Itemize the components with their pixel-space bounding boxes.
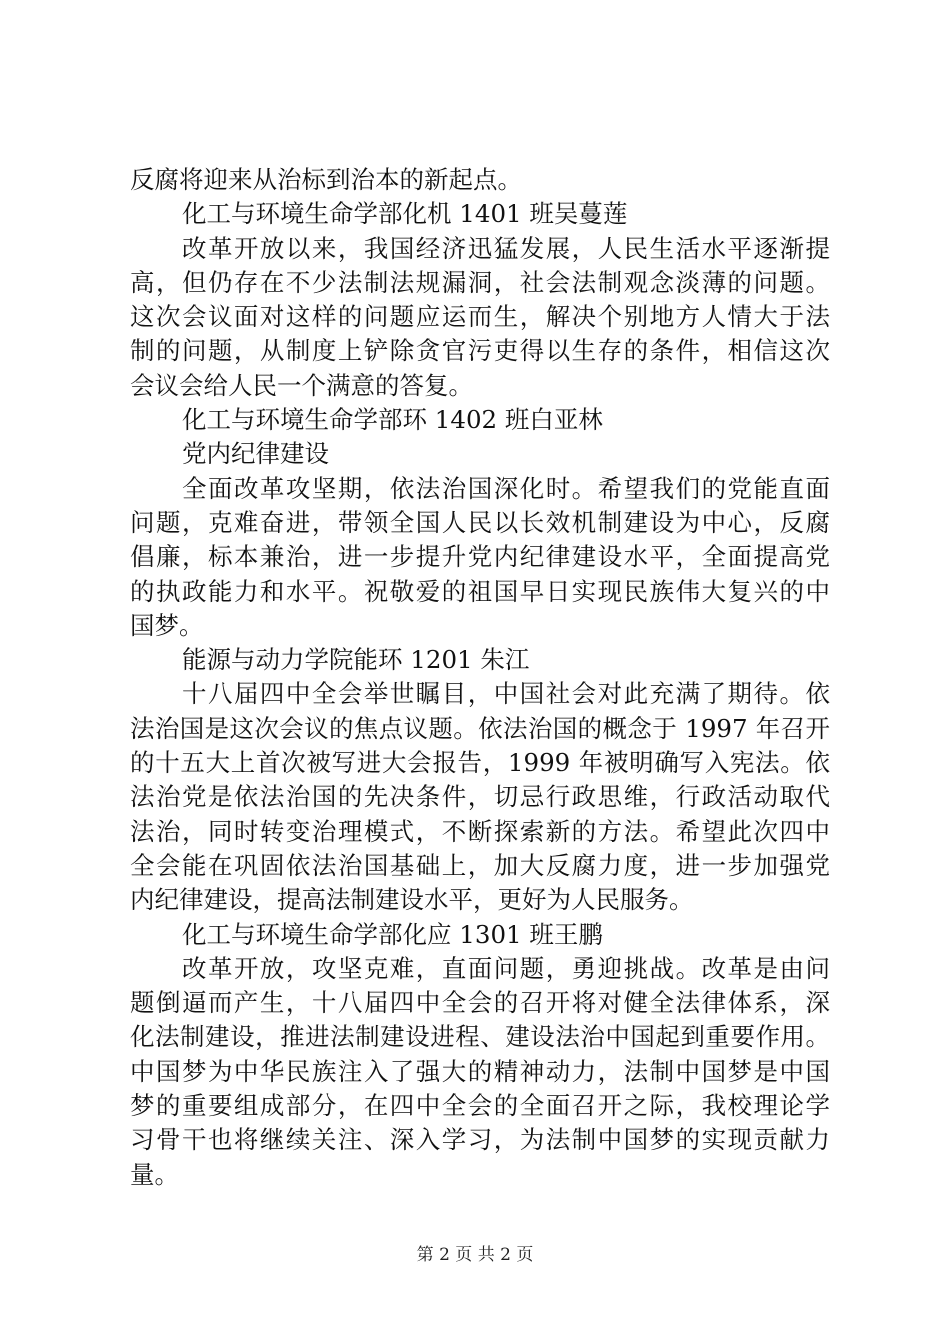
text-line: 反腐将迎来从治标到治本的新起点。 <box>130 165 522 194</box>
author-line: 能源与动力学院能环 1201 朱江 <box>182 645 530 675</box>
text-line: 国梦。 <box>130 610 204 640</box>
text-line: 法治，同时转变治理模式，不断探索新的方法。希望此次四中 <box>130 816 830 846</box>
text-line: 十八届四中全会举世瞩目，中国社会对此充满了期待。依 <box>182 679 830 709</box>
text-line: 会议会给人民一个满意的答复。 <box>130 370 473 400</box>
author-line: 化工与环境生命学部环 1402 班白亚林 <box>182 405 603 435</box>
text-line: 梦的重要组成部分，在四中全会的全面召开之际，我校理论学 <box>130 1091 830 1121</box>
document-body <box>130 163 830 1192</box>
text-line: 高，但仍存在不少法制法规漏洞，社会法制观念淡薄的问题。 <box>130 267 830 297</box>
text-line: 的执政能力和水平。祝敬爱的祖国早日实现民族伟大复兴的中 <box>130 576 830 606</box>
text-line: 化法制建设，推进法制建设进程、建设法治中国起到重要作用。 <box>130 1022 830 1052</box>
text-line: 这次会议面对这样的问题应运而生，解决个别地方人情大于法 <box>130 302 830 332</box>
section-heading: 党内纪律建设 <box>182 439 329 469</box>
text-line: 量。 <box>130 1159 179 1189</box>
text-line: 的十五大上首次被写进大会报告，1999 年被明确写入宪法。依 <box>130 748 830 778</box>
text-line: 题倒逼而产生，十八届四中全会的召开将对健全法律体系，深 <box>130 988 830 1018</box>
text-line: 法治党是依法治国的先决条件，切忌行政思维，行政活动取代 <box>130 782 830 812</box>
page-number-footer: 第 2 页 共 2 页 <box>416 1245 534 1265</box>
text-line: 改革开放，攻坚克难，直面问题，勇迎挑战。改革是由问 <box>182 953 830 983</box>
text-line: 倡廉，标本兼治，进一步提升党内纪律建设水平，全面提高党 <box>130 542 830 572</box>
author-line: 化工与环境生命学部化应 1301 班王鹏 <box>182 919 603 949</box>
text-line: 问题，克难奋进，带领全国人民以长效机制建设为中心，反腐 <box>130 507 830 537</box>
text-line: 中国梦为中华民族注入了强大的精神动力，法制中国梦是中国 <box>130 1056 830 1086</box>
text-line: 制的问题，从制度上铲除贪官污吏得以生存的条件，相信这次 <box>130 336 830 366</box>
author-line: 化工与环境生命学部化机 1401 班吴蔓莲 <box>182 199 628 229</box>
text-line: 法治国是这次会议的焦点议题。依法治国的概念于 1997 年召开 <box>130 713 830 743</box>
text-line: 全会能在巩固依法治国基础上，加大反腐力度，进一步加强党 <box>130 850 830 880</box>
text-line: 全面改革攻坚期，依法治国深化时。希望我们的党能直面 <box>182 473 830 503</box>
text-line: 改革开放以来，我国经济迅猛发展，人民生活水平逐渐提 <box>182 233 830 263</box>
text-line: 习骨干也将继续关注、深入学习，为法制中国梦的实现贡献力 <box>130 1125 830 1155</box>
text-line: 内纪律建设，提高法制建设水平，更好为人民服务。 <box>130 885 694 915</box>
